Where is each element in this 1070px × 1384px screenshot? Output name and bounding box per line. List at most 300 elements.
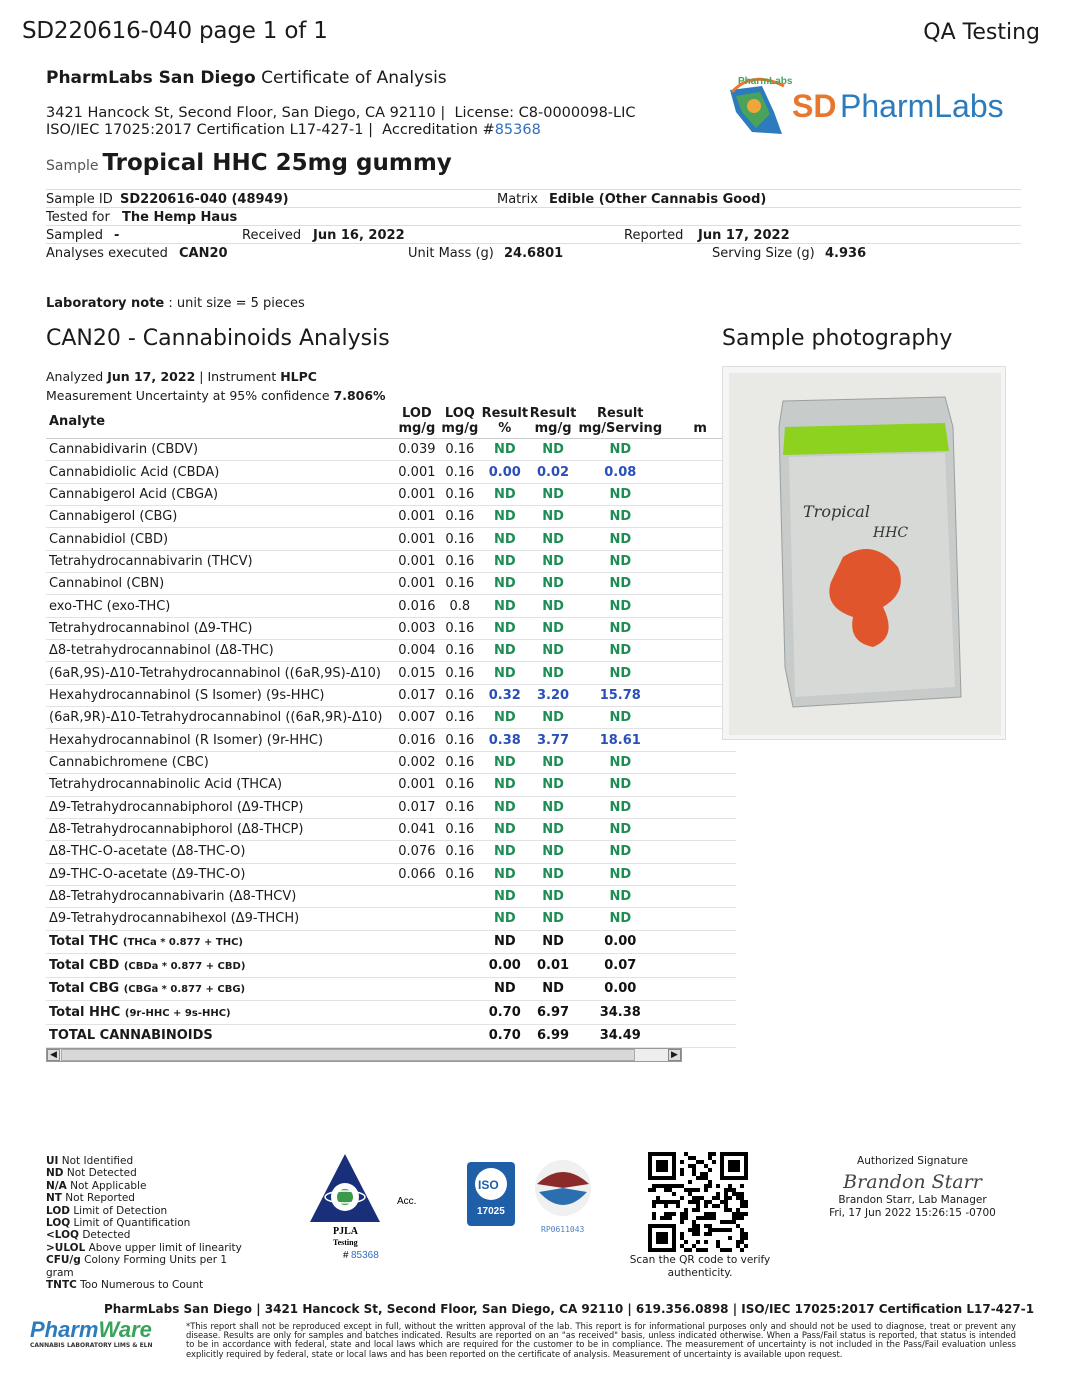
cell: ND <box>530 640 577 662</box>
cell-empty <box>664 1024 736 1048</box>
cell: ND <box>576 640 664 662</box>
total-formula: (CBGa * 0.877 + CBG) <box>123 984 246 996</box>
uncertainty-value: 7.806% <box>333 388 386 403</box>
cell: ND <box>480 439 530 461</box>
cell: ND <box>480 595 530 617</box>
table-row <box>46 662 736 684</box>
analyte-name: Cannabigerol (CBG) <box>46 506 394 528</box>
cell: 0.16 <box>440 483 480 505</box>
total-name: Total CBG <box>49 981 120 997</box>
cell: ND <box>530 751 577 773</box>
cell-empty <box>664 818 736 840</box>
cell: 0.016 <box>394 729 440 751</box>
cell: 0.16 <box>440 863 480 885</box>
cell-empty <box>664 1001 736 1025</box>
table-row <box>46 885 736 907</box>
logo-pharmlabs: PharmLabs <box>840 88 1004 124</box>
analyzed-date: Jun 17, 2022 <box>107 369 196 384</box>
cell: ND <box>530 885 577 907</box>
cell: 0.001 <box>394 550 440 572</box>
cell: 0.16 <box>440 796 480 818</box>
signature-label: Authorized Signature <box>857 1155 968 1167</box>
cell: ND <box>480 774 530 796</box>
cell: 0.02 <box>530 461 577 483</box>
pjla-num-prefix: # <box>343 1250 349 1261</box>
total-row <box>46 977 736 1001</box>
scroll-thumb[interactable] <box>61 1049 635 1061</box>
cell: ND <box>530 863 577 885</box>
signature-block <box>820 1155 1005 1219</box>
sampled-label: Sampled <box>46 228 103 243</box>
cell: ND <box>576 506 664 528</box>
table-row <box>46 461 736 483</box>
cell-empty <box>664 841 736 863</box>
serving-label: Serving Size (g) <box>712 246 815 261</box>
col-header-1: LOD mg/g <box>394 404 440 439</box>
cell: 0.015 <box>394 662 440 684</box>
analyte-name: Δ9-Tetrahydrocannabihexol (Δ9-THCH) <box>46 908 394 930</box>
unit-mass-value: 24.6801 <box>504 246 564 261</box>
sampled-value: - <box>114 228 120 243</box>
pjla-name: PJLA <box>333 1226 358 1237</box>
tested-value: The Hemp Haus <box>122 210 238 225</box>
cell: 0.001 <box>394 461 440 483</box>
cell: 0.32 <box>480 684 530 706</box>
cell <box>394 885 440 907</box>
sdpharmlabs-logo <box>722 72 1022 142</box>
cell: 0.16 <box>440 774 480 796</box>
pharmware-ware: Ware <box>98 1317 152 1342</box>
instrument-value: HLPC <box>280 369 317 384</box>
total-row <box>46 1001 736 1025</box>
cell <box>394 908 440 930</box>
analyses-label: Analyses executed <box>46 246 168 261</box>
sample-id: SD220616-040 (48949) <box>120 192 289 207</box>
total-cell: 0.00 <box>576 930 664 954</box>
total-name: Total THC <box>49 934 119 950</box>
analyte-name: Δ9-Tetrahydrocannabiphorol (Δ9-THCP) <box>46 796 394 818</box>
cell: 0.004 <box>394 640 440 662</box>
cell: 3.77 <box>530 729 577 751</box>
cell: 0.017 <box>394 684 440 706</box>
analyte-name: Δ8-Tetrahydrocannabivarin (Δ8-THCV) <box>46 885 394 907</box>
pharmware-sub: CANNABIS LABORATORY LIMS & ELN <box>30 1342 153 1349</box>
lab-note-label: Laboratory note <box>46 296 165 311</box>
total-row <box>46 930 736 954</box>
reported-value: Jun 17, 2022 <box>698 228 790 243</box>
analyte-name: Cannabinol (CBN) <box>46 573 394 595</box>
analyte-name: Tetrahydrocannabinolic Acid (THCA) <box>46 774 394 796</box>
total-cell: 0.70 <box>480 1001 530 1025</box>
col-header-2: LOQ mg/g <box>440 404 480 439</box>
lab-cert <box>46 122 636 139</box>
table-row <box>46 751 736 773</box>
cell: ND <box>530 506 577 528</box>
cell: ND <box>576 841 664 863</box>
results-table-container[interactable] <box>46 404 707 1050</box>
cell: ND <box>480 908 530 930</box>
abbreviation-legend <box>46 1155 246 1291</box>
cell: ND <box>576 885 664 907</box>
cell: 0.16 <box>440 841 480 863</box>
cell: ND <box>530 439 577 461</box>
cell: ND <box>480 885 530 907</box>
cell: 0.017 <box>394 796 440 818</box>
page-title: SD220616-040 page 1 of 1 <box>22 18 328 44</box>
uncertainty-label: Measurement Uncertainty at 95% confidence <box>46 388 330 403</box>
table-row <box>46 729 736 751</box>
cell: ND <box>576 439 664 461</box>
total-formula: (THCa * 0.877 + THC) <box>122 937 243 949</box>
qr-code[interactable] <box>648 1152 748 1252</box>
cell: ND <box>530 528 577 550</box>
cell: 0.00 <box>480 461 530 483</box>
total-name: Total CBD <box>49 957 120 973</box>
cell <box>440 885 480 907</box>
cell: 0.16 <box>440 528 480 550</box>
received-value: Jun 16, 2022 <box>313 228 405 243</box>
analyte-name: Cannabichromene (CBC) <box>46 751 394 773</box>
legend-item: ND Not Detected <box>46 1167 137 1180</box>
received-label: Received <box>242 228 302 243</box>
cell: ND <box>480 707 530 729</box>
dea-number: RP0611043 <box>541 1225 585 1234</box>
analyte-name: Cannabidiol (CBD) <box>46 528 394 550</box>
cell: 0.16 <box>440 439 480 461</box>
total-cell: 0.00 <box>480 954 530 978</box>
cell: 0.001 <box>394 528 440 550</box>
cell: ND <box>530 662 577 684</box>
total-cell: 0.70 <box>480 1024 530 1048</box>
table-row <box>46 684 736 706</box>
table-row <box>46 774 736 796</box>
total-label <box>46 930 480 954</box>
cell: ND <box>480 841 530 863</box>
total-cell: 6.97 <box>530 1001 577 1025</box>
cell: 0.16 <box>440 818 480 840</box>
qr-caption: Scan the QR code to verify authenticity. <box>629 1254 771 1279</box>
signer-name: Brandon Starr, Lab Manager <box>838 1194 987 1206</box>
footer-disclaimer: *This report shall not be reproduced except in full, without the written approval of the lab. This report is for informational purposes only and should not be used to diagnose, treat or prevent any disease. Results are only for samples and batches indicated. Results are reported on an "as received" basis, unless indicated otherwise. When a Pass/Fail status is reported, that status is intended to be in accordance with federal, state and local laws which are required for the customer to be in compliance. The measurement of uncertainty is not included in the Pass/Fail evaluation unless explicitly required by federal, state or local laws and has been reported on the certificate of analysis. Measurement of uncertainty is available upon request. <box>186 1321 1016 1359</box>
unit-mass-label: Unit Mass (g) <box>408 246 494 261</box>
signature-script: Brandon Starr <box>843 1170 982 1193</box>
analyzed-label: Analyzed <box>46 369 104 384</box>
analyte-name: Cannabigerol Acid (CBGA) <box>46 483 394 505</box>
cell: ND <box>576 774 664 796</box>
total-cell: ND <box>480 930 530 954</box>
cell-empty <box>664 774 736 796</box>
legend-item: >ULOL Above upper limit of linearity <box>46 1241 242 1254</box>
col-header-6: m <box>664 404 736 439</box>
pjla-acc: Acc. <box>397 1196 417 1207</box>
cell: 0.001 <box>394 506 440 528</box>
col-header-5: Result mg/Serving <box>576 404 664 439</box>
cell: 0.041 <box>394 818 440 840</box>
info-row-4 <box>46 243 1021 263</box>
cell: 0.08 <box>576 461 664 483</box>
analyte-name: Δ8-tetrahydrocannabinol (Δ8-THC) <box>46 640 394 662</box>
col-header-0: Analyte <box>46 404 394 439</box>
cell: ND <box>576 751 664 773</box>
total-row <box>46 1024 736 1048</box>
iso-num: 17025 <box>477 1206 505 1217</box>
pjla-num: 85368 <box>351 1250 379 1261</box>
analyte-name: Δ9-THC-O-acetate (Δ9-THC-O) <box>46 863 394 885</box>
logo-arc-text: PharmLabs <box>738 76 793 87</box>
cell: ND <box>530 908 577 930</box>
cert-text: ISO/IEC 17025:2017 Certification L17-427-1 | Accreditation # <box>46 122 495 138</box>
cell: ND <box>530 818 577 840</box>
total-cell: ND <box>480 977 530 1001</box>
table-header-row <box>46 404 736 439</box>
pharmware-pharm: Pharm <box>30 1317 99 1342</box>
cell: ND <box>530 841 577 863</box>
cell: 0.16 <box>440 550 480 572</box>
total-label <box>46 977 480 1001</box>
lab-heading <box>46 68 447 88</box>
analyte-name: Hexahydrocannabinol (S Isomer) (9s-HHC) <box>46 684 394 706</box>
cell: ND <box>530 483 577 505</box>
total-cell: 0.07 <box>576 954 664 978</box>
cell: ND <box>480 617 530 639</box>
cell: ND <box>530 573 577 595</box>
table-row <box>46 841 736 863</box>
cell: ND <box>530 595 577 617</box>
signature-date: Fri, 17 Jun 2022 15:26:15 -0700 <box>829 1206 996 1219</box>
photo-title: Sample photography <box>722 326 953 351</box>
total-label <box>46 1024 480 1048</box>
analyte-name: Δ8-Tetrahydrocannabiphorol (Δ8-THCP) <box>46 818 394 840</box>
horizontal-scrollbar[interactable] <box>46 1048 682 1062</box>
table-row <box>46 573 736 595</box>
table-row <box>46 439 736 461</box>
total-cell: 34.49 <box>576 1024 664 1048</box>
legend-item: CFU/g Colony Forming Units per 1 gram <box>46 1254 228 1279</box>
cell: ND <box>576 863 664 885</box>
cell: 0.16 <box>440 506 480 528</box>
cell: ND <box>480 863 530 885</box>
cell: 0.16 <box>440 729 480 751</box>
total-cell: 0.00 <box>576 977 664 1001</box>
cell: 3.20 <box>530 684 577 706</box>
scroll-left-icon[interactable]: ◀ <box>47 1049 60 1061</box>
accreditation-link[interactable]: 85368 <box>494 122 541 138</box>
pjla-sub: Testing <box>333 1238 358 1247</box>
cell: ND <box>576 818 664 840</box>
total-cell: 0.01 <box>530 954 577 978</box>
cell-empty <box>664 908 736 930</box>
analyte-name: Cannabidivarin (CBDV) <box>46 439 394 461</box>
analyses-value: CAN20 <box>179 246 228 261</box>
results-table <box>46 404 736 1048</box>
table-row <box>46 818 736 840</box>
table-row <box>46 863 736 885</box>
legend-item: LOQ Limit of Quantification <box>46 1217 191 1230</box>
analyte-name: (6aR,9R)-Δ10-Tetrahydrocannabinol ((6aR,9R)-Δ10) <box>46 707 394 729</box>
table-row <box>46 528 736 550</box>
lab-address-block <box>46 105 636 139</box>
total-cell: 34.38 <box>576 1001 664 1025</box>
cell: ND <box>530 774 577 796</box>
cell: 0.001 <box>394 774 440 796</box>
matrix-label: Matrix <box>497 192 538 207</box>
table-row <box>46 483 736 505</box>
matrix-value: Edible (Other Cannabis Good) <box>549 192 767 207</box>
lab-address: 3421 Hancock St, Second Floor, San Diego, CA 92110 | License: C8-0000098-LIC <box>46 105 636 121</box>
analyte-name: Tetrahydrocannabinol (Δ9-THC) <box>46 617 394 639</box>
cell: ND <box>480 483 530 505</box>
logo-sd: SD <box>792 88 837 124</box>
cell: 0.16 <box>440 640 480 662</box>
cell <box>440 908 480 930</box>
total-label <box>46 954 480 978</box>
tested-label: Tested for <box>46 210 110 225</box>
cell: 0.16 <box>440 573 480 595</box>
analysis-meta: Analyzed Jun 17, 2022 | Instrument HLPC Measurement Uncertainty at 95% confidence 7.806% <box>46 369 386 403</box>
table-row <box>46 640 736 662</box>
cell: 0.076 <box>394 841 440 863</box>
cell: 0.16 <box>440 461 480 483</box>
cell: ND <box>480 528 530 550</box>
cell: ND <box>576 528 664 550</box>
cell-empty <box>664 796 736 818</box>
footer-address: PharmLabs San Diego | 3421 Hancock St, Second Floor, San Diego, CA 92110 | 619.356.0898 | ISO/IEC 17025:2017 Certification L17-427-1 <box>104 1302 1035 1316</box>
cell: ND <box>576 662 664 684</box>
cell: ND <box>576 573 664 595</box>
cell: ND <box>480 818 530 840</box>
analyte-name: (6aR,9S)-Δ10-Tetrahydrocannabinol ((6aR,9S)-Δ10) <box>46 662 394 684</box>
cell-empty <box>664 751 736 773</box>
legend-item: NT Not Reported <box>46 1192 135 1205</box>
cell-empty <box>664 977 736 1001</box>
table-row <box>46 908 736 930</box>
cell: ND <box>576 550 664 572</box>
cell: 0.003 <box>394 617 440 639</box>
cell: ND <box>530 707 577 729</box>
legend-item: TNTC Too Numerous to Count <box>46 1279 204 1292</box>
iso-dea-badges <box>465 1160 595 1240</box>
legend-item: LOD Limit of Detection <box>46 1204 168 1217</box>
doc-type: Certificate of Analysis <box>261 68 447 88</box>
table-row <box>46 796 736 818</box>
total-label <box>46 1001 480 1025</box>
cell-empty <box>664 863 736 885</box>
cell: ND <box>480 662 530 684</box>
cell: 0.016 <box>394 595 440 617</box>
table-row <box>46 506 736 528</box>
sample-heading <box>46 150 452 176</box>
sample-label: Sample <box>46 158 99 174</box>
svg-text:HHC: HHC <box>873 525 909 541</box>
cell: 0.16 <box>440 707 480 729</box>
cell: ND <box>576 796 664 818</box>
cell: 0.039 <box>394 439 440 461</box>
svg-text:Tropical: Tropical <box>803 502 870 521</box>
analyte-name: Tetrahydrocannabivarin (THCV) <box>46 550 394 572</box>
reported-label: Reported <box>624 228 684 243</box>
table-row <box>46 617 736 639</box>
legend-item: UI Not Identified <box>46 1155 134 1167</box>
cell: 0.16 <box>440 662 480 684</box>
col-header-4: Result mg/g <box>530 404 577 439</box>
cell: ND <box>576 617 664 639</box>
total-cell: ND <box>530 930 577 954</box>
analyte-name: Hexahydrocannabinol (R Isomer) (9r-HHC) <box>46 729 394 751</box>
iso-text: ISO <box>478 1178 499 1192</box>
cell: ND <box>480 640 530 662</box>
cell: 0.8 <box>440 595 480 617</box>
cell: ND <box>530 796 577 818</box>
analyte-name: exo-THC (exo-THC) <box>46 595 394 617</box>
scroll-right-icon[interactable]: ▶ <box>668 1049 681 1061</box>
lab-note <box>46 296 305 311</box>
table-row <box>46 550 736 572</box>
info-row-3 <box>46 225 1021 243</box>
sample-name: Tropical HHC 25mg gummy <box>102 150 452 176</box>
cell: 0.007 <box>394 707 440 729</box>
cell: 0.16 <box>440 684 480 706</box>
pjla-badge <box>305 1152 435 1262</box>
info-row-2 <box>46 207 1021 225</box>
legend-item: N/A Not Applicable <box>46 1179 147 1192</box>
cell: ND <box>480 751 530 773</box>
total-row <box>46 954 736 978</box>
cell: 0.066 <box>394 863 440 885</box>
cell-empty <box>664 885 736 907</box>
total-cell: 6.99 <box>530 1024 577 1048</box>
total-formula: (9r-HHC + 9s-HHC) <box>124 1007 231 1019</box>
cell: 0.002 <box>394 751 440 773</box>
cell: ND <box>530 550 577 572</box>
total-cell: ND <box>530 977 577 1001</box>
cell: 15.78 <box>576 684 664 706</box>
total-name: Total HHC <box>49 1004 121 1020</box>
cell: 18.61 <box>576 729 664 751</box>
cell: ND <box>576 483 664 505</box>
cell: ND <box>480 550 530 572</box>
cell: 0.16 <box>440 751 480 773</box>
total-formula: (CBDa * 0.877 + CBD) <box>123 960 246 972</box>
legend-item: <LOQ Detected <box>46 1229 131 1242</box>
cell: ND <box>576 908 664 930</box>
cell: ND <box>480 796 530 818</box>
cell: ND <box>576 595 664 617</box>
pharmware-logo <box>30 1318 160 1358</box>
total-name: TOTAL CANNABINOIDS <box>49 1028 213 1044</box>
cell: 0.38 <box>480 729 530 751</box>
cell: 0.16 <box>440 617 480 639</box>
table-row <box>46 595 736 617</box>
cell: ND <box>480 506 530 528</box>
analyte-name: Δ8-THC-O-acetate (Δ8-THC-O) <box>46 841 394 863</box>
analyte-name: Cannabidiolic Acid (CBDA) <box>46 461 394 483</box>
cell: 0.001 <box>394 573 440 595</box>
sample-photo <box>722 366 1006 740</box>
cell: ND <box>530 617 577 639</box>
cell-empty <box>664 930 736 954</box>
sample-id-label: Sample ID <box>46 192 113 207</box>
cell: ND <box>576 707 664 729</box>
instrument-label: Instrument <box>207 369 277 384</box>
qa-label: QA Testing <box>923 20 1040 45</box>
col-header-3: Result % <box>480 404 530 439</box>
info-row-1 <box>46 189 1021 207</box>
table-row <box>46 707 736 729</box>
cell-empty <box>664 954 736 978</box>
cell: 0.001 <box>394 483 440 505</box>
serving-value: 4.936 <box>825 246 867 261</box>
lab-name: PharmLabs San Diego <box>46 68 256 88</box>
